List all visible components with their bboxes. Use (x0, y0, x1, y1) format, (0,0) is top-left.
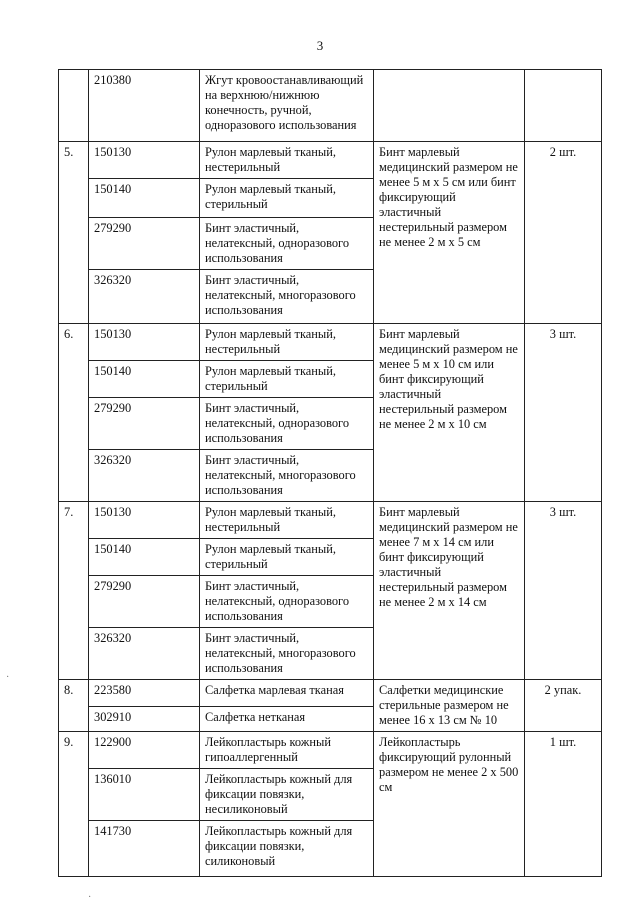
row-number: 7. (59, 502, 89, 680)
table-row (59, 502, 602, 539)
item-code: 122900 (89, 732, 200, 769)
item-name: Рулон марлевый тканый, стерильный (200, 179, 374, 218)
item-code: 150140 (89, 361, 200, 398)
item-name: Рулон марлевый тканый, стерильный (200, 539, 374, 576)
item-name: Бинт эластичный, нелатексный, одноразового использования (200, 576, 374, 628)
item-name: Лейкопластырь кожный гипоаллергенный (200, 732, 374, 769)
quantity: 1 шт. (525, 732, 602, 877)
quantity: 2 упак. (525, 680, 602, 732)
item-code: 223580 (89, 680, 200, 707)
requirement-description: Салфетки медицинские стерильные размером не менее 16 х 13 см № 10 (374, 680, 525, 732)
item-name: Салфетка нетканая (200, 707, 374, 732)
row-number: 6. (59, 324, 89, 502)
item-code: 150130 (89, 142, 200, 179)
item-code: 302910 (89, 707, 200, 732)
table-row (59, 324, 602, 361)
item-code: 326320 (89, 628, 200, 680)
row-number (59, 70, 89, 142)
quantity: 2 шт. (525, 142, 602, 324)
item-code: 136010 (89, 769, 200, 821)
item-name: Бинт эластичный, нелатексный, одноразового использования (200, 398, 374, 450)
item-name: Бинт эластичный, нелатексный, многоразового использования (200, 450, 374, 502)
requirement-description: Бинт марлевый медицинский размером не менее 5 м х 5 см или бинт фиксирующий эластичный нестерильный размером не менее 2 м х 5 см (374, 142, 525, 324)
row-number: 8. (59, 680, 89, 732)
requirement-description (374, 70, 525, 142)
page-number: 3 (316, 38, 324, 53)
item-name: Лейкопластырь кожный для фиксации повязки, силиконовый (200, 821, 374, 877)
requirement-description: Бинт марлевый медицинский размером не менее 5 м х 10 см или бинт фиксирующий эластичный нестерильный размером не менее 2 м х 10 см (374, 324, 525, 502)
item-code: 150130 (89, 324, 200, 361)
requirement-description: Бинт марлевый медицинский размером не менее 7 м х 14 см или бинт фиксирующий эластичный нестерильный размером не менее 2 м х 14 см (374, 502, 525, 680)
item-name: Рулон марлевый тканый, стерильный (200, 361, 374, 398)
item-code: 279290 (89, 218, 200, 270)
scan-mark: · (6, 672, 10, 683)
item-code: 150140 (89, 539, 200, 576)
quantity: 3 шт. (525, 324, 602, 502)
item-name: Бинт эластичный, нелатексный, многоразового использования (200, 270, 374, 324)
item-name: Салфетка марлевая тканая (200, 680, 374, 707)
table-row (59, 680, 602, 707)
medical-kit-table (58, 69, 602, 877)
table-row (59, 732, 602, 769)
item-name: Рулон марлевый тканый, нестерильный (200, 324, 374, 361)
item-name: Жгут кровоостанавливающий на верхнюю/нижнюю конечность, ручной, одноразового использования (200, 70, 374, 142)
row-number: 9. (59, 732, 89, 877)
item-code: 150130 (89, 502, 200, 539)
quantity (525, 70, 602, 142)
item-name: Рулон марлевый тканый, нестерильный (200, 142, 374, 179)
item-code: 279290 (89, 398, 200, 450)
item-code: 279290 (89, 576, 200, 628)
item-name: Рулон марлевый тканый, нестерильный (200, 502, 374, 539)
table-row (59, 142, 602, 179)
requirement-description: Лейкопластырь фиксирующий рулонный размером не менее 2 х 500 см (374, 732, 525, 877)
item-name: Лейкопластырь кожный для фиксации повязки, несиликоновый (200, 769, 374, 821)
quantity: 3 шт. (525, 502, 602, 680)
row-number: 5. (59, 142, 89, 324)
table-row (59, 70, 602, 142)
item-code: 326320 (89, 450, 200, 502)
item-code: 326320 (89, 270, 200, 324)
item-code: 141730 (89, 821, 200, 877)
scan-mark: · (88, 892, 92, 903)
item-name: Бинт эластичный, нелатексный, многоразового использования (200, 628, 374, 680)
item-code: 150140 (89, 179, 200, 218)
item-name: Бинт эластичный, нелатексный, одноразового использования (200, 218, 374, 270)
item-code: 210380 (89, 70, 200, 142)
